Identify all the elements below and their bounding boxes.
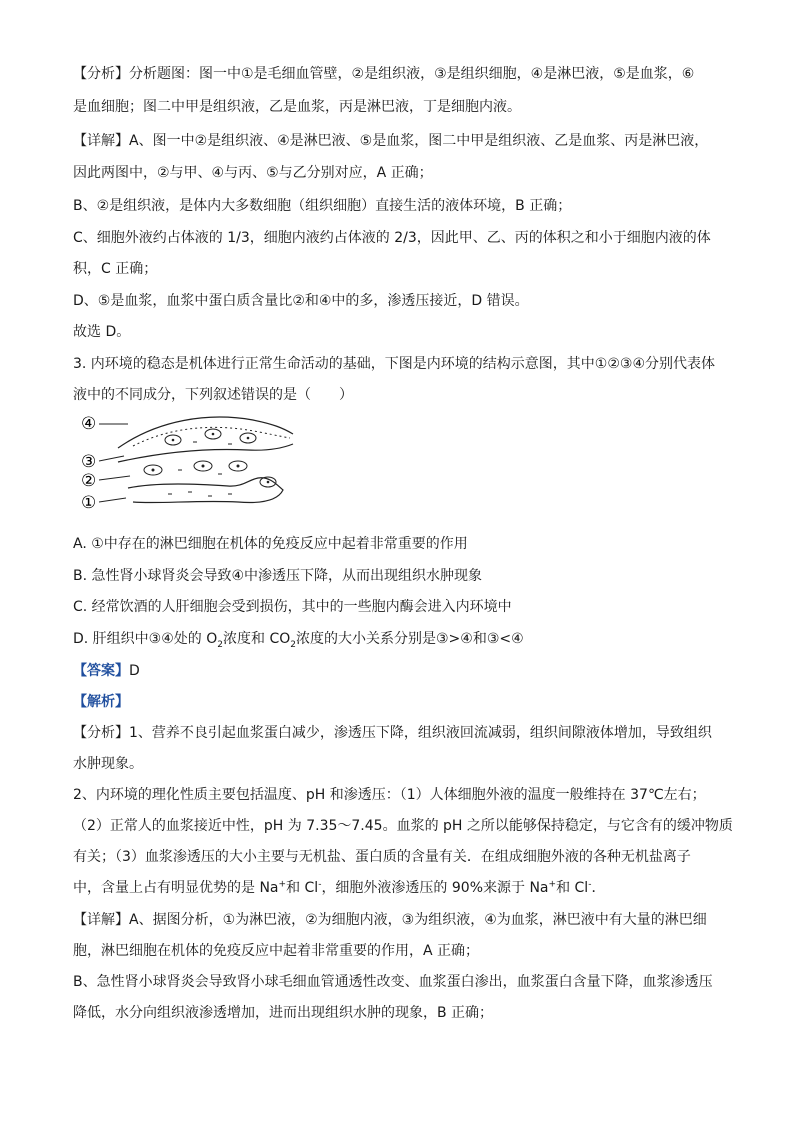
analysis-tag: 【解析】 [73, 694, 129, 710]
detail-paragraph-line: C、细胞外液约占体液的 1/3，细胞内液约占体液的 2/3，因此甲、乙、丙的体积之和小于细胞内液的体 [73, 230, 711, 246]
label-1: ① [81, 493, 97, 510]
question-stem-line: 液中的不同成分，下列叙述错误的是（ ） [73, 387, 353, 403]
answer-value: D [129, 663, 140, 679]
option-d: D. 肝组织中③④处的 $O_2$浓度和 $CO_2$浓度的大小关系分别是③>④和③<④ [73, 631, 524, 650]
pointer-line-3 [99, 456, 124, 461]
explanation-line: 【详解】A、据图分析，①为淋巴液，②为细胞内液，③为组织液，④为血浆，淋巴液中有大量的淋巴细 [73, 912, 707, 928]
diagram-svg [78, 410, 298, 510]
question-stem-line: 3. 内环境的稳态是机体进行正常生命活动的基础，下图是内环境的结构示意图，其中①②③④分别代表体 [73, 356, 716, 372]
explanation-line: B、急性肾小球肾炎会导致肾小球毛细血管通透性改变、血浆蛋白渗出，血浆蛋白含量下降，血浆渗透压 [73, 974, 713, 990]
explanation-line: 【分析】1、营养不良引起血浆蛋白减少，渗透压下降，组织液回流减弱，组织间隙液体增加，导致组织 [73, 725, 712, 741]
label-4: ④ [81, 414, 97, 434]
answer-line [73, 661, 733, 681]
option-c: C. 经常饮酒的人肝细胞会受到损伤，其中的一些胞内酶会进入内环境中 [73, 599, 512, 615]
capillary-inner-wall [118, 444, 293, 462]
explanation-line: 胞，淋巴细胞在机体的免疫反应中起着非常重要的作用，A 正确； [73, 943, 480, 959]
analysis-paragraph-line: 是血细胞；图二中甲是组织液，乙是血浆，丙是淋巴液，丁是细胞内液。 [73, 99, 521, 115]
blood-cell-nucleus [172, 439, 175, 442]
explanation-line: （2）正常人的血浆接近中性，pH 为 7.35～7.45。血浆的 pH 之所以能够保持稳定，与它含有的缓冲物质 [73, 818, 733, 834]
label-3: ③ [81, 452, 97, 472]
detail-paragraph-line: 因此两图中，②与甲、④与丙、⑤与乙分别对应，A 正确； [73, 165, 433, 181]
blood-cell-nucleus [212, 433, 215, 436]
option-a: A. ①中存在的淋巴细胞在机体的免疫反应中起着非常重要的作用 [73, 536, 468, 552]
pointer-line-2 [99, 476, 130, 480]
explanation-line: 2、内环境的理化性质主要包括温度、pH 和渗透压：（1）人体细胞外液的温度一般维持在 37℃左右； [73, 787, 706, 803]
detail-paragraph-line: 【详解】A、图一中②是组织液、④是淋巴液、⑤是血浆，图二中甲是组织液、乙是血浆、丙是淋巴液， [73, 133, 709, 149]
tissue-cell-nucleus [152, 469, 155, 472]
detail-paragraph-line: B、②是组织液，是体内大多数细胞（组织细胞）直接生活的液体环境，B 正确； [73, 198, 572, 214]
capillary-cell-layer [133, 427, 290, 446]
explanation-line: 降低，水分向组织液渗透增加，进而出现组织水肿的现象，B 正确； [73, 1005, 494, 1021]
lymph-cell-nucleus [267, 481, 270, 484]
analysis-paragraph-line: 【分析】分析题图：图一中①是毛细血管壁，②是组织液，③是组织细胞，④是淋巴液，⑤是血浆，⑥ [73, 66, 695, 82]
explanation-line: 有关；（3）血浆渗透压的大小主要与无机盐、蛋白质的含量有关．在组成细胞外液的各种无机盐离子 [73, 849, 691, 865]
tissue-cell-nucleus [237, 465, 240, 468]
answer-tag: 【答案】 [73, 663, 129, 679]
option-b: B. 急性肾小球肾炎会导致④中渗透压下降，从而出现组织水肿现象 [73, 568, 483, 584]
label-2: ② [81, 471, 97, 491]
detail-paragraph-line: D、⑤是血浆，血浆中蛋白质含量比②和④中的多，渗透压接近，D 错误。 [73, 293, 529, 309]
blood-cell-nucleus [247, 437, 250, 440]
pointer-line-1 [99, 498, 126, 502]
explanation-line: 中，含量上占有明显优势的是 Na+和 Cl-，细胞外液渗透压的 90%来源于 Na+和 Cl-． [73, 879, 606, 896]
conclusion-line: 故选 D。 [73, 324, 131, 340]
explanation-line: 水肿现象。 [73, 756, 143, 772]
detail-paragraph-line: 积，C 正确； [73, 261, 158, 277]
internal-environment-diagram [78, 410, 298, 510]
tissue-cell-nucleus [202, 465, 205, 468]
